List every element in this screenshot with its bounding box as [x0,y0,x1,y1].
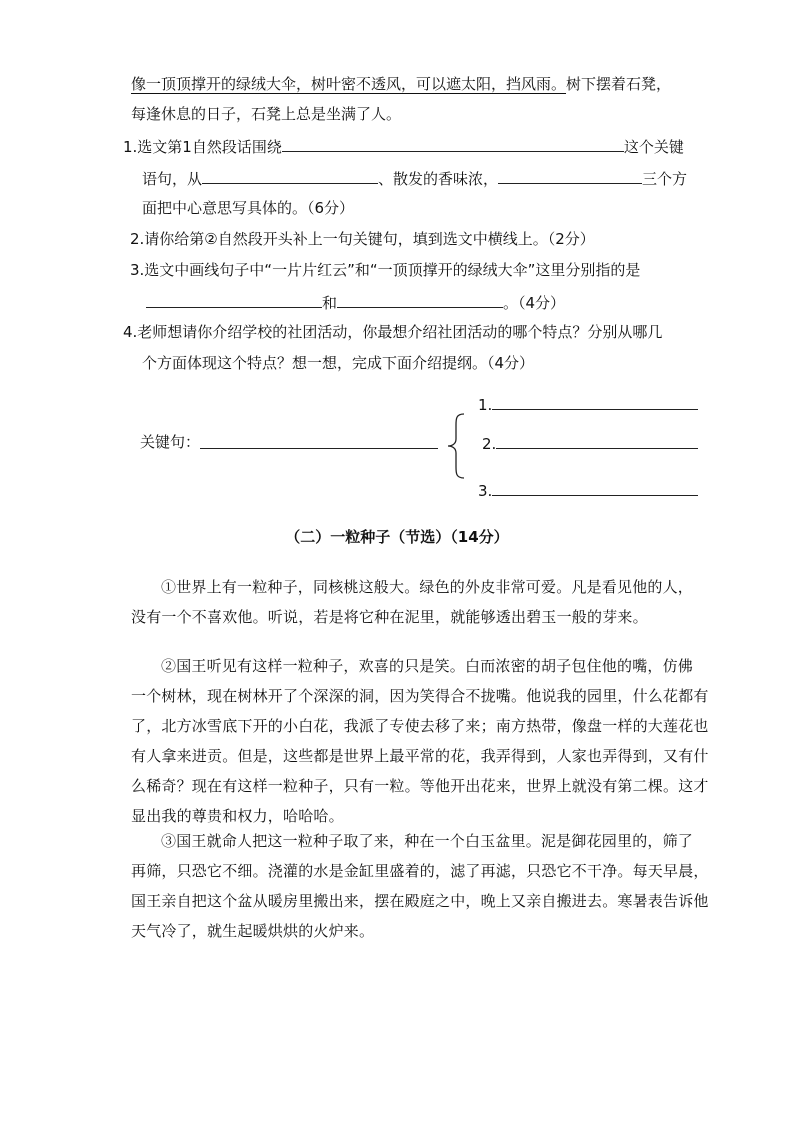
paragraph-line: ③国王就命人把这一粒种子取了来，种在一个白玉盆里。泥是御花园里的，筛了 [161,832,694,850]
question-1-line-1 [123,135,684,157]
outline-item-1-label: 1. [478,396,493,414]
paragraph-line: 没有一个不喜欢他。听说，若是将它种在泥里，就能够透出碧玉一般的芽来。 [131,608,648,626]
story-paragraph-2 [131,651,707,831]
story-paragraph-1 [131,572,707,632]
passage-line-1-rest: 树下摆着石凳， [566,75,672,93]
answer-blank-q1-aspect3[interactable] [498,167,642,184]
outline-key-label: 关键句： [140,433,201,451]
paragraph-line: 天气冷了，就生起暖烘烘的火炉来。 [131,922,375,940]
paragraph-line: 显出我的尊贵和权力，哈哈哈。 [131,807,344,825]
paragraph-line: 么稀奇？现在有这样一粒种子，只有一粒。等他开出花来，世界上就没有第二棵。这才 [131,777,709,795]
underlined-sentence: 像一顶顶撑开的绿绒大伞，树叶密不透风，可以遮太阳，挡风雨。 [131,75,567,93]
question-3-line-2 [146,291,565,313]
outline-item-2-label: 2. [482,435,497,453]
paragraph-line: 了，北方冰雪底下开的小白花，我派了专使去移了来；南方热带，像盘一样的大莲花也 [131,717,709,735]
answer-blank-q3-a[interactable] [146,291,322,308]
curly-brace-icon [446,413,466,479]
section-title: （二）一粒种子（节选）（14分） [285,528,509,546]
story-paragraph-3 [131,826,707,946]
answer-blank-q1-aspect1[interactable] [202,167,378,184]
paragraph-line: 有人拿来进贡。但是，这些都是世界上最平常的花，我弄得到，人家也弄得到，又有什 [131,747,709,765]
question-1-line-2 [142,167,687,189]
answer-blank-outline-3[interactable] [492,495,698,496]
question-1-text-d: 、散发的香味浓， [378,170,499,188]
paragraph-line: 再筛，只恐它不细。浇灌的水是金缸里盛着的，滤了再滤，只恐它不干净。每天早晨， [131,862,709,880]
answer-blank-q1-keyword[interactable] [282,135,624,152]
answer-blank-key-sentence[interactable] [200,448,438,449]
question-1-line-3: 面把中心意思写具体的。（6分） [142,199,355,217]
outline-item-3-label: 3. [478,482,493,500]
question-3-text-and: 和 [322,294,338,312]
question-3-text-end: 。（4分） [503,294,566,312]
question-2: 2.请你给第②自然段开头补上一句关键句，填到选文中横线上。（2分） [130,230,595,248]
question-1-text-a: 1.选文第1自然段话围绕 [123,138,282,156]
question-1-text-b: 这个关键 [623,138,684,156]
question-3-line-1: 3.选文中画线句子中“一片片红云”和“一顶顶撑开的绿绒大伞”这里分别指的是 [130,261,641,279]
question-1-text-e: 三个方 [642,170,688,188]
answer-blank-outline-1[interactable] [492,409,698,410]
question-4-line-2: 个方面体现这个特点？想一想，完成下面介绍提纲。（4分） [142,354,535,372]
question-1-text-c: 语句，从 [142,170,203,188]
answer-blank-q3-b[interactable] [337,291,503,308]
passage-line-1 [131,74,671,94]
answer-blank-outline-2[interactable] [496,448,698,449]
question-4-line-1: 4.老师想请你介绍学校的社团活动，你最想介绍社团活动的哪个特点？分别从哪几 [123,323,663,341]
paragraph-line: ①世界上有一粒种子，同核桃这般大。绿色的外皮非常可爱。凡是看见他的人， [161,578,694,596]
paragraph-line: 一个树林，现在树林开了个深深的洞，因为笑得合不拢嘴。他说我的园里，什么花都有 [131,687,709,705]
passage-line-2: 每逢休息的日子，石凳上总是坐满了人。 [131,105,402,123]
paragraph-line: ②国王听见有这样一粒种子，欢喜的只是笑。白而浓密的胡子包住他的嘴，仿佛 [161,657,694,675]
paragraph-line: 国王亲自把这个盆从暖房里搬出来，摆在殿庭之中，晚上又亲自搬进去。寒暑表告诉他 [131,892,709,910]
